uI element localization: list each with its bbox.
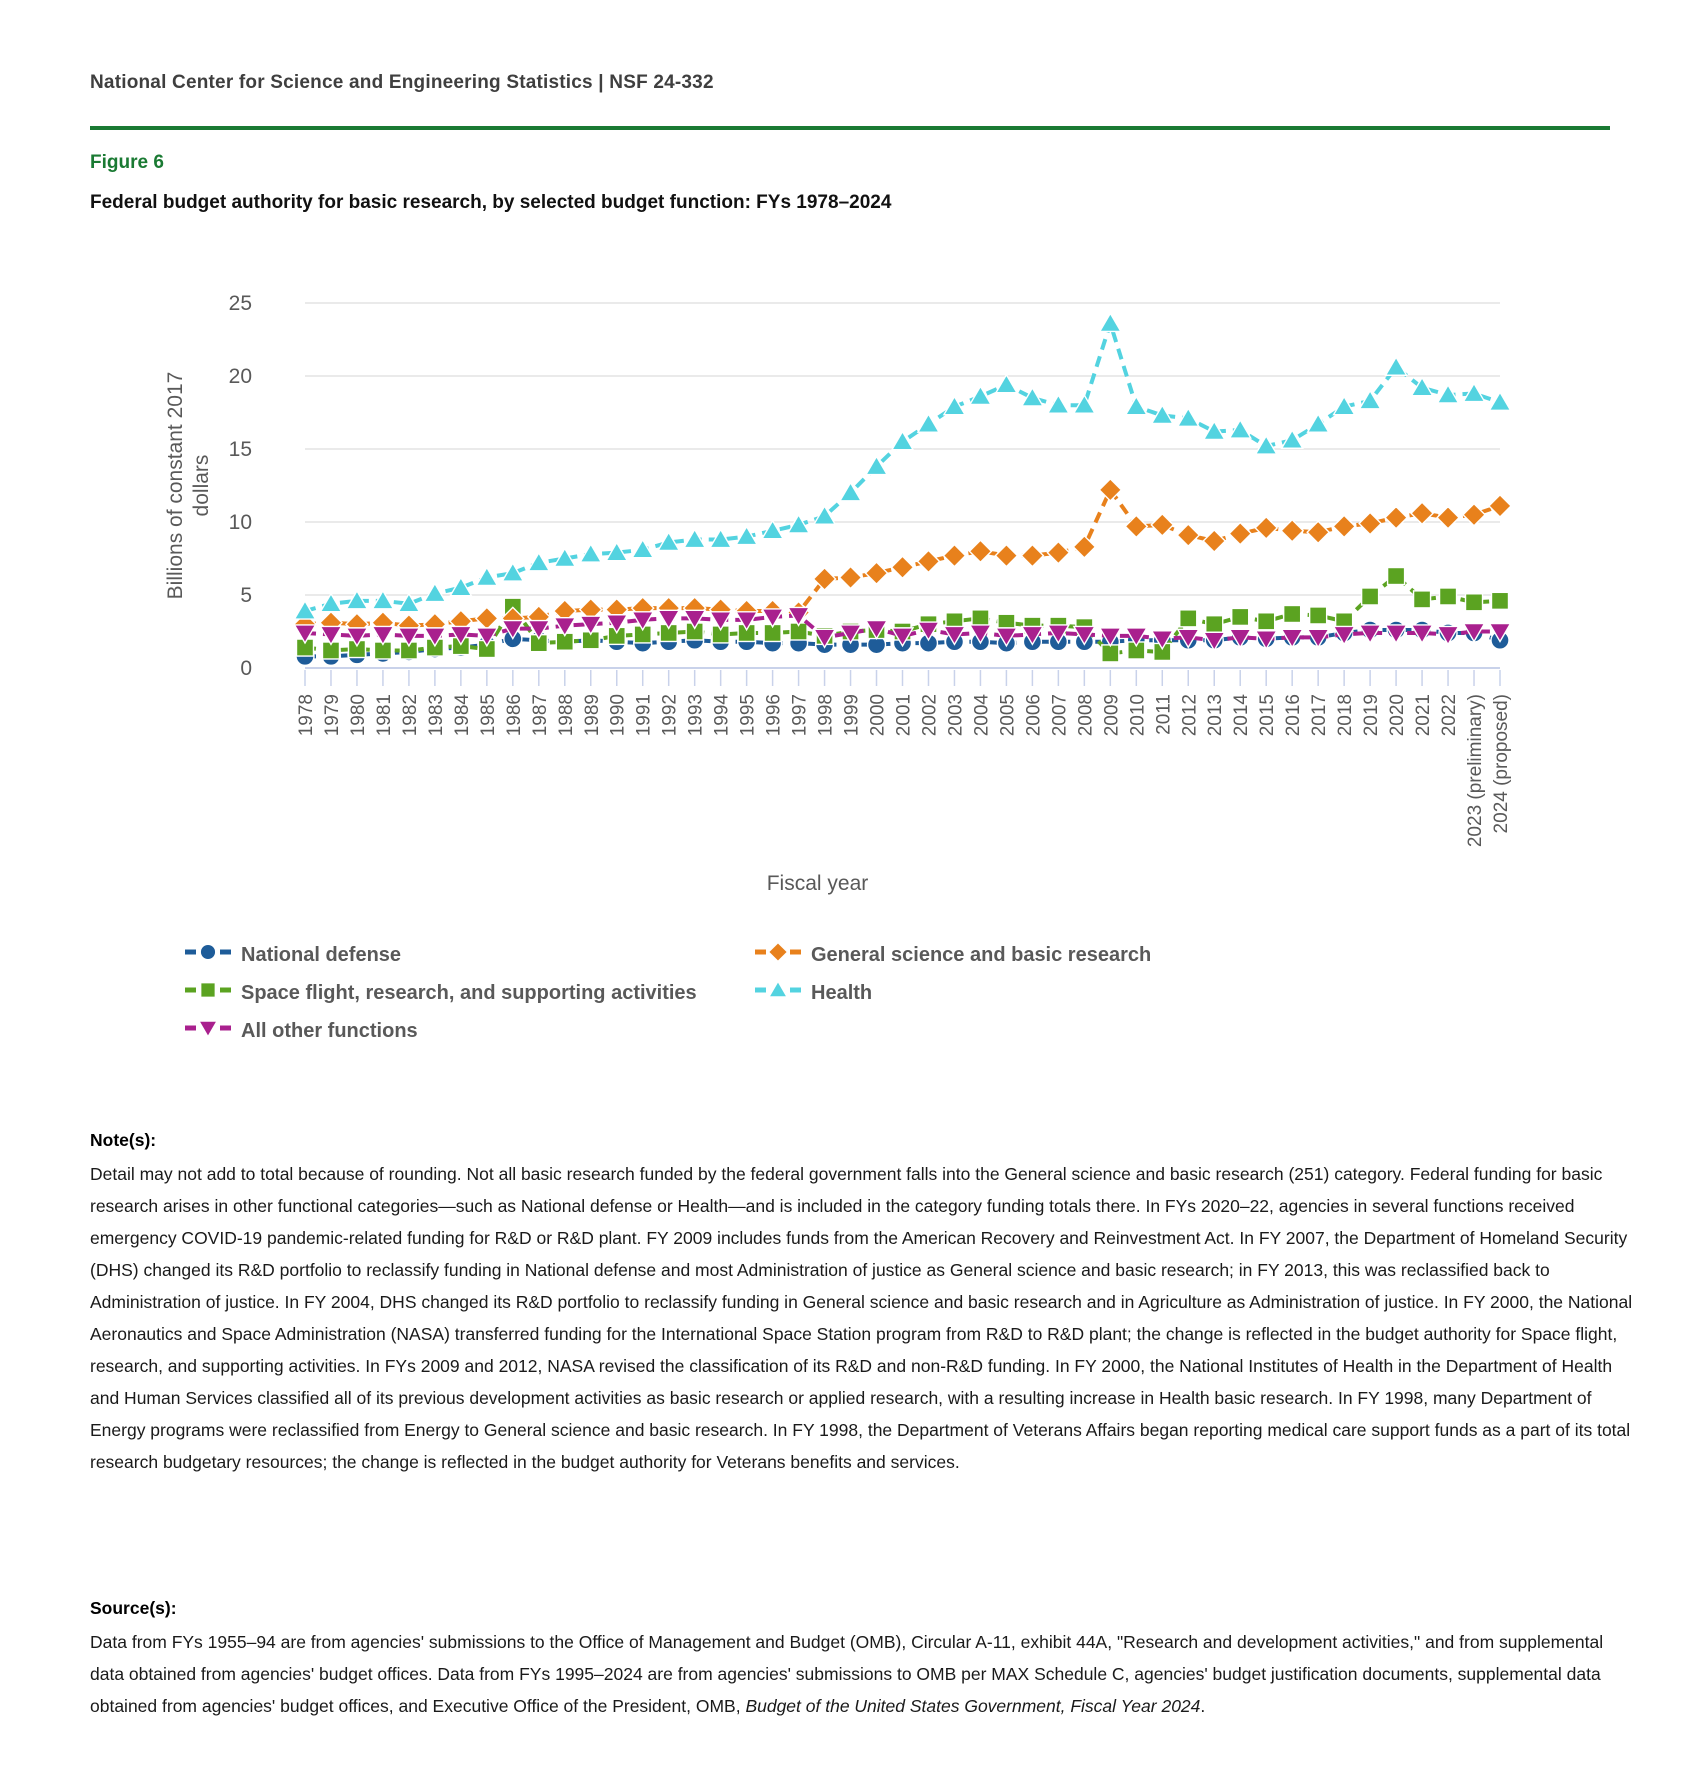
x-tick-label: 2024 (proposed) (1491, 694, 1512, 834)
sources-text-end: . (1200, 1696, 1206, 1716)
data-point (1411, 502, 1433, 524)
data-point (1151, 514, 1173, 536)
data-point (1021, 545, 1043, 567)
data-point (1125, 515, 1147, 537)
data-point (424, 584, 445, 602)
data-point (1177, 524, 1199, 546)
figure-title: Federal budget authority for basic research, by selected budget function: FYs 1978–2024 (90, 192, 892, 213)
data-point (1333, 515, 1355, 537)
x-tick-label: 2019 (1361, 694, 1383, 737)
x-tick-label: 1999 (841, 694, 863, 737)
data-point (1490, 392, 1511, 410)
x-tick-label: 1984 (451, 694, 473, 737)
x-axis-title: Fiscal year (766, 872, 869, 895)
data-point (580, 544, 601, 562)
x-tick-label: 1980 (347, 694, 369, 737)
legend-item-general-science (755, 940, 1151, 970)
data-point (1307, 521, 1329, 543)
x-tick-label: 1987 (529, 694, 551, 737)
x-tick-label: 1985 (477, 694, 499, 737)
x-tick-label: 2017 (1309, 694, 1331, 737)
y-tick-label: 25 (228, 292, 252, 315)
x-tick-label: 1996 (763, 694, 785, 737)
x-tick-label: 2023 (preliminary) (1465, 694, 1487, 848)
data-point (866, 562, 888, 584)
data-point (1047, 542, 1069, 564)
x-tick-label: 2008 (1075, 694, 1097, 737)
data-point (1048, 395, 1069, 413)
data-point (372, 591, 393, 609)
x-tick-label: 2004 (971, 694, 993, 737)
x-tick-label: 2001 (893, 694, 915, 737)
data-point (995, 545, 1017, 567)
data-point (1022, 388, 1043, 406)
x-tick-label: 2000 (867, 694, 889, 737)
x-tick-label: 2021 (1413, 694, 1435, 737)
x-tick-label: 2011 (1153, 694, 1175, 735)
x-tick-label: 1988 (555, 694, 577, 737)
data-point (969, 540, 991, 562)
data-point (684, 530, 705, 548)
x-tick-label: 2016 (1283, 694, 1305, 737)
data-point (943, 545, 965, 567)
x-tick-label: 1992 (659, 694, 681, 737)
x-tick-label: 1990 (607, 694, 629, 737)
data-point (528, 553, 549, 571)
data-point (1414, 591, 1431, 608)
x-tick-label: 1979 (321, 694, 343, 737)
data-point (917, 550, 939, 572)
data-point (1466, 594, 1483, 611)
x-tick-label: 2020 (1387, 694, 1409, 737)
y-axis-title: dollars (190, 454, 213, 517)
x-tick-label: 1986 (503, 694, 525, 737)
legend-item-health (755, 978, 872, 1008)
data-point (1308, 414, 1329, 432)
data-point (1386, 357, 1407, 375)
figure-number-label: Figure 6 (90, 152, 164, 173)
x-tick-label: 2014 (1231, 694, 1253, 737)
x-tick-label: 2015 (1257, 694, 1279, 737)
x-tick-label: 2006 (1023, 694, 1045, 737)
x-tick-label: 2013 (1205, 694, 1227, 737)
data-point (476, 607, 498, 629)
national-defense-marker-icon (185, 940, 231, 970)
data-point (320, 594, 341, 612)
data-point (1388, 568, 1405, 585)
data-point (892, 556, 914, 578)
data-point (1284, 605, 1301, 622)
x-tick-label: 1997 (789, 694, 811, 737)
x-tick-label: 1991 (633, 694, 655, 737)
data-point (1229, 523, 1251, 545)
y-tick-label: 15 (228, 438, 252, 461)
x-tick-label: 2009 (1101, 694, 1123, 737)
y-tick-label: 5 (240, 584, 252, 607)
report-header: National Center for Science and Engineering Statistics | NSF 24-332 (90, 72, 714, 93)
data-point (970, 386, 991, 404)
all-other-marker-icon (185, 1016, 231, 1046)
space-flight-marker-icon (185, 978, 231, 1008)
data-point (1100, 313, 1121, 331)
notes-body: Detail may not add to total because of rounding. Not all basic research funded by the federal government falls into the General science and basic research (251) category. Federal funding for basic research arises in other functional categories—such as National defense or Health—and is included in the category funding totals there. In FYs 2020–22, agencies in several functions received emergency COVID-19 pandemic-related funding for R&D or R&D plant. FY 2009 includes funds from the American Recovery and Reinvestment Act. In FY 2007, the Department of Homeland Security (DHS) changed its R&D portfolio to reclassify funding in National defense and most Administration of justice as General science and basic research; in FY 2013, this was reclassified back to Administration of justice. In FY 2004, DHS changed its R&D portfolio to reclassify funding in General science and basic research and in Agriculture as Administration of justice. In FY 2000, the National Aeronautics and Space Administration (NASA) transferred funding for the International Space Station program from R&D to R&D plant; the change is reflected in the budget authority for Space flight, research, and supporting activities. In FYs 2009 and 2012, NASA revised the classification of its R&D and non-R&D funding. In FY 2000, the National Institutes of Health in the Department of Health and Human Services classified all of its previous development activities as basic research or applied research, with a resulting increase in Health basic research. In FY 1998, many Department of Energy programs were reclassified from Energy to General science and basic research. In FY 1998, the Department of Veterans Affairs began reporting medical care support funds as a part of its total research budgetary resources; the change is reflected in the budget authority for Veterans benefits and services. (90, 1164, 1633, 1472)
data-point (1073, 536, 1095, 558)
legend-label: National defense (241, 943, 402, 966)
x-tick-label: 1994 (711, 694, 733, 737)
y-tick-label: 0 (240, 657, 252, 680)
data-point (1440, 588, 1457, 605)
data-point (1489, 495, 1511, 517)
x-tick-label: 2005 (997, 694, 1019, 737)
general-science-marker-icon (755, 940, 801, 970)
data-point (1178, 408, 1199, 426)
data-point (1437, 507, 1459, 529)
data-point (1362, 588, 1379, 605)
x-tick-label: 1982 (399, 694, 421, 737)
line-chart (0, 240, 1699, 940)
data-point (996, 375, 1017, 393)
y-axis-title: Billions of constant 2017 (164, 371, 187, 600)
data-point (1385, 507, 1407, 529)
x-tick-label: 1983 (425, 694, 447, 737)
data-point (1492, 592, 1509, 609)
data-point (1282, 430, 1303, 448)
data-point (1126, 397, 1147, 415)
x-tick-label: 2007 (1049, 694, 1071, 737)
data-point (1180, 610, 1197, 627)
data-point (1203, 530, 1225, 552)
chart-canvas (0, 240, 1699, 940)
health-marker-icon (755, 978, 801, 1008)
x-tick-label: 2022 (1439, 694, 1461, 737)
data-point (632, 540, 653, 558)
data-point (1359, 512, 1381, 534)
data-point (918, 414, 939, 432)
chart-series-diamond (294, 479, 1511, 637)
sources-citation-italic: Budget of the United States Government, Fiscal Year 2024 (745, 1696, 1201, 1716)
data-point (1281, 520, 1303, 542)
data-point (840, 566, 862, 588)
notes-heading: Note(s): (90, 1130, 157, 1150)
sources-body (90, 1626, 1635, 1722)
x-tick-label: 2003 (945, 694, 967, 737)
data-point (1206, 616, 1223, 633)
data-point (1255, 517, 1277, 539)
legend-label: All other functions (241, 1019, 418, 1042)
legend-item-all-other (185, 1016, 418, 1046)
header-divider-rule (90, 126, 1610, 130)
x-tick-label: 1981 (373, 694, 395, 737)
x-tick-label: 1995 (737, 694, 759, 737)
legend-label: General science and basic research (811, 943, 1152, 966)
legend-item-national-defense (185, 940, 401, 970)
x-tick-label: 1978 (296, 694, 317, 737)
x-tick-label: 2010 (1127, 694, 1149, 737)
x-tick-label: 1998 (815, 694, 837, 737)
legend-item-space-flight (185, 978, 697, 1008)
legend-label: Space flight, research, and supporting activities (241, 981, 697, 1004)
data-point (1258, 613, 1275, 630)
legend-label: Health (811, 981, 873, 1004)
x-tick-label: 2012 (1179, 694, 1201, 737)
data-point (1232, 608, 1249, 625)
data-point (1102, 645, 1119, 662)
x-tick-label: 1989 (581, 694, 603, 737)
y-tick-label: 10 (228, 511, 252, 534)
y-tick-label: 20 (228, 365, 252, 388)
sources-text: Data from FYs 1955–94 are from agencies' submissions to the Office of Management and Budget (OMB), Circular A-11, exhibit 44A, "Research and development activities," and from supplemental data obtained from agencies' budget offices. Data from FYs 1995–2024 are from agencies' submissions to OMB per MAX Schedule C, agencies' budget justification documents, supplemental data obtained from agencies' budget offices, and Executive Office of the President, OMB, (90, 1632, 1604, 1716)
data-point (476, 567, 497, 585)
data-point (1310, 607, 1327, 624)
sources-heading: Source(s): (90, 1598, 177, 1618)
x-tick-label: 1993 (685, 694, 707, 737)
x-tick-label: 2018 (1335, 694, 1357, 737)
x-tick-label: 2002 (919, 694, 941, 737)
